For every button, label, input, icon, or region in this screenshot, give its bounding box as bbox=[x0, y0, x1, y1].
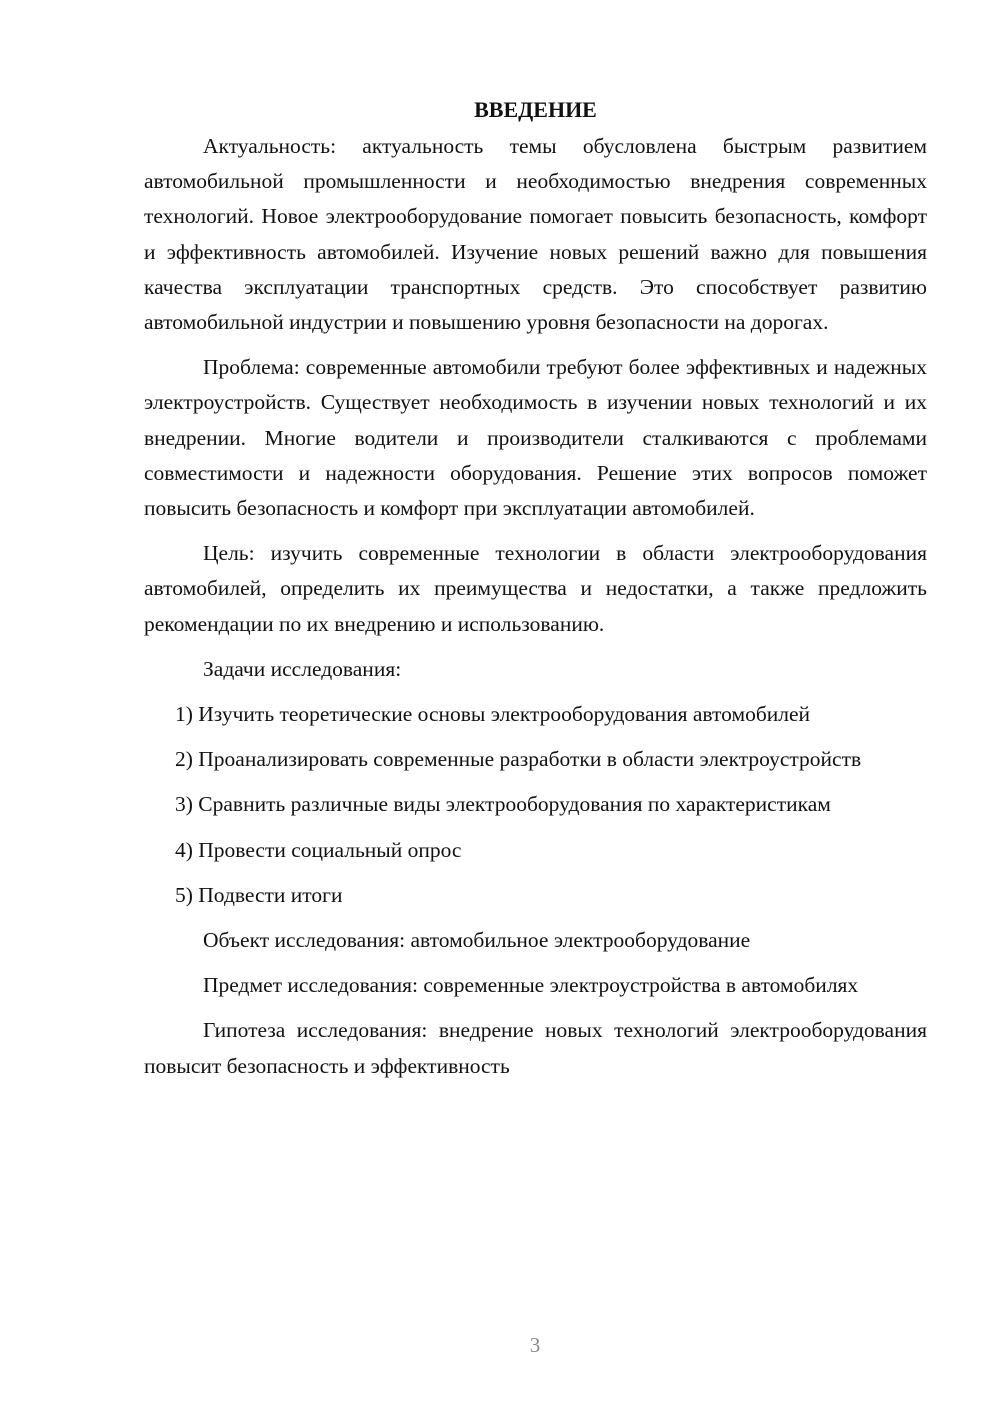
task-item-5: 5) Подвести итоги bbox=[175, 882, 343, 907]
task-item-2: 2) Проанализировать современные разработки в области электроустройств bbox=[175, 747, 862, 772]
paragraph-subject: Предмет исследования: современные электроустройства в автомобилях bbox=[203, 973, 859, 998]
paragraph-tasks-heading: Задачи исследования: bbox=[203, 656, 402, 681]
paragraph-problem: Проблема: современные автомобили требуют более эффективных и надежных электроустройств. Существует необходимость в изучении новых технологий и их внедрении. Многие водители и производители сталкиваются с проблемами совместимости и надежности оборудования. Решение этих вопросов поможет повысить безопасность и комфорт при эксплуатации автомобилей. bbox=[144, 355, 927, 521]
task-item-3: 3) Сравнить различные виды электрооборудования по характеристикам bbox=[175, 792, 831, 817]
paragraph-object: Объект исследования: автомобильное электрооборудование bbox=[203, 928, 751, 953]
task-item-4: 4) Провести социальный опрос bbox=[175, 837, 462, 862]
paragraph-relevance: Актуальность: актуальность темы обусловлена быстрым развитием автомобильной промышленности и необходимостью внедрения современных технологий. Новое электрооборудование помогает повысить безопасность, комфорт и эффективность автомобилей. Изучение новых решений важно для повышения качества эксплуатации транспортных средств. Это способствует развитию автомобильной индустрии и повышению уровня безопасности на дорогах. bbox=[144, 134, 927, 335]
task-item-1: 1) Изучить теоретические основы электрооборудования автомобилей bbox=[175, 702, 811, 727]
page-title: ВВЕДЕНИЕ bbox=[474, 97, 597, 122]
page-content bbox=[144, 92, 927, 1094]
paragraph-hypothesis: Гипотеза исследования: внедрение новых технологий электрооборудования повысит безопасность и эффективность bbox=[144, 1018, 927, 1078]
page-number: 3 bbox=[529, 1333, 541, 1357]
paragraph-goal: Цель: изучить современные технологии в области электрооборудования автомобилей, определить их преимущества и недостатки, а также предложить рекомендации по их внедрению и использованию. bbox=[144, 541, 927, 636]
